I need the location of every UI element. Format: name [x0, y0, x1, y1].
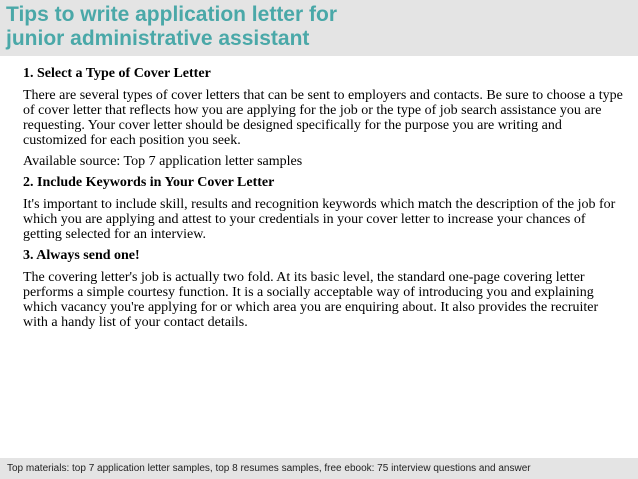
section-heading: 1. Select a Type of Cover Letter	[23, 66, 211, 81]
footer-bar: Top materials: top 7 application letter samples, top 8 resumes samples, free ebook: 75 interview questions and answer	[0, 458, 638, 479]
section-heading: 3. Always send one!	[23, 248, 140, 263]
page-title-line-2: junior administrative assistant	[6, 27, 310, 50]
slide-body	[23, 66, 623, 336]
page-title-line-1: Tips to write application letter for	[6, 3, 337, 26]
available-source-note: Available source: Top 7 application letter samples	[23, 154, 303, 169]
section-keywords	[23, 175, 623, 242]
section-paragraph: The covering letter's job is actually two fold. At its basic level, the standard one-page covering letter performs a simple courtesy function. It is a socially acceptable way of introducing you and explaining which vacancy you're applying for or which area you are enquiring about. It also provides the recruiter with a handy list of your contact details.	[23, 270, 599, 330]
section-paragraph: It's important to include skill, results and recognition keywords which match the description of the job for which you are applying and attest to your credentials in your cover letter to increase your chances of getting selected for an interview.	[23, 197, 616, 242]
section-always-send	[23, 248, 623, 330]
section-cover-letter-type	[23, 66, 623, 169]
page-title	[6, 3, 337, 51]
section-paragraph: There are several types of cover letters that can be sent to employers and contacts. Be sure to choose a type of cover letter that reflects how you are applying for the job or the type of job search assistance you are requesting. Your cover letter should be designed specifically for the purpose you are writing and customized for each position you seek.	[23, 88, 623, 148]
section-heading: 2. Include Keywords in Your Cover Letter	[23, 175, 275, 190]
